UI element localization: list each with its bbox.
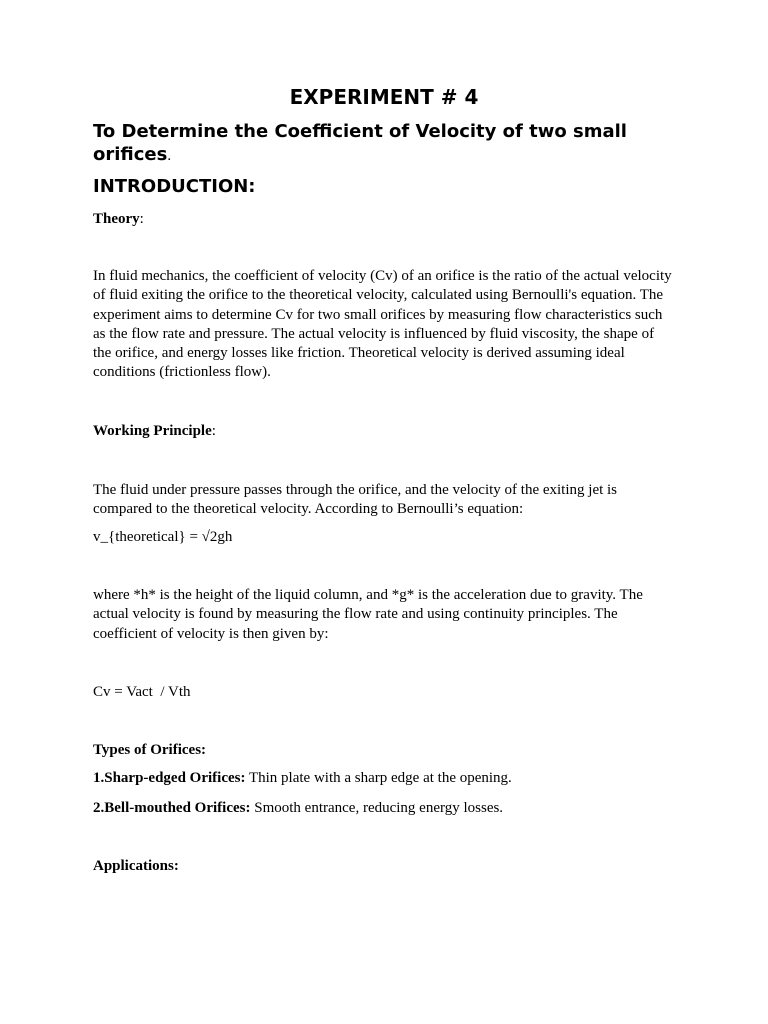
list-item (93, 800, 673, 817)
page-title: EXPERIMENT # 4 (289, 85, 479, 109)
subtitle-text: To Determine the Coefficient of Velocity of two small orifices (93, 121, 627, 165)
theory-heading-colon: : (139, 211, 144, 227)
list-item (93, 770, 673, 787)
working-principle-heading (93, 423, 673, 440)
types-heading: Types of Orifices: (93, 742, 207, 758)
cv-formula: Cv = Vact / Vth (93, 684, 191, 700)
theoretical-velocity-equation: v_{theoretical} = √2gh (93, 529, 233, 545)
theory-heading-label: Theory (93, 211, 140, 227)
experiment-subtitle (93, 120, 673, 168)
list-item-label: 1.Sharp-edged Orifices: (93, 770, 246, 786)
subtitle-period: . (167, 148, 172, 164)
list-item-text: Smooth entrance, reducing energy losses. (250, 800, 504, 816)
introduction-heading: INTRODUCTION: (93, 176, 256, 197)
working-principle-paragraph: The fluid under pressure passes through the orifice, and the velocity of the exiting jet is compared to the theoretical velocity. According to Bernoulli’s equation: (93, 482, 618, 518)
list-item-text: Thin plate with a sharp edge at the opening. (245, 770, 512, 786)
applications-heading: Applications: (93, 858, 179, 874)
working-principle-colon: : (211, 423, 216, 439)
theory-paragraph: In fluid mechanics, the coefficient of velocity (Cv) of an orifice is the ratio of the actual velocity of fluid exiting the orifice to the theoretical velocity, calculated using Bernoulli's equation. The experiment aims to determine Cv for two small orifices by measuring flow characteristics such as the flow rate and pressure. The actual velocity is influenced by fluid viscosity, the shape of the orifice, and energy losses like friction. Theoretical velocity is derived assuming ideal conditions (frictionless flow). (93, 268, 672, 381)
theory-heading (93, 211, 673, 228)
working-principle-label: Working Principle (93, 423, 212, 439)
list-item-label: 2.Bell-mouthed Orifices: (93, 800, 251, 816)
equation-explanation-paragraph: where *h* is the height of the liquid column, and *g* is the acceleration due to gravity. The actual velocity is found by measuring the flow rate and using continuity principles. The coefficient of velocity is then given by: (93, 587, 643, 642)
